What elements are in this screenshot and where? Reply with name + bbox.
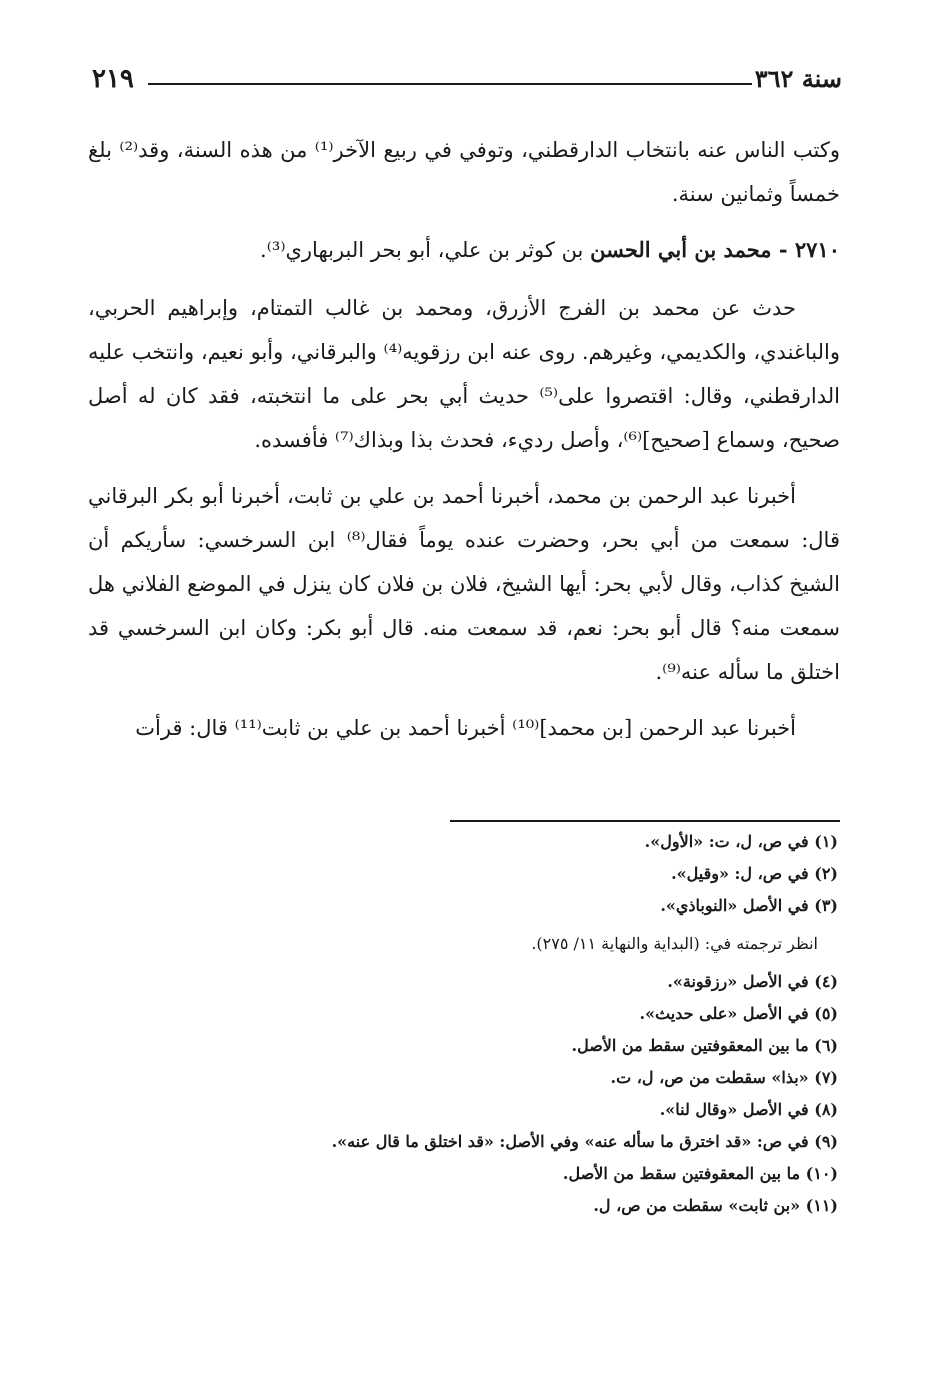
header-rule <box>148 83 752 85</box>
footnote-9: (٩) في ص: «قد اخترق ما سأله عنه» وفي الأصل: «قد اختلق ما قال عنه». <box>331 1132 838 1151</box>
paragraph-4: أخبرنا عبد الرحمن [بن محمد]⁽¹⁰⁾ أخبرنا أحمد بن علي بن ثابت⁽¹¹⁾ قال: قرأت <box>135 716 796 740</box>
footnote-6: (٦) ما بين المعقوفتين سقط من الأصل. <box>571 1036 838 1055</box>
paragraph-2: حدث عن محمد بن الفرج الأزرق، ومحمد بن غالب التمتام، وإبراهيم الحربي، والباغندي، والكديمي، وغيرهم. روى عنه ابن رزقويه⁽⁴⁾ والبرقاني، وأبو نعيم، وانتخب عليه الدارقطني، وقال: اقتصروا على⁽⁵⁾ حديث أبي بحر على ما انتخبته، فقد كان له أصل صحيح، وسماع [صحيح]⁽⁶⁾، وأصل رديء، فحدث بذا وبذاك⁽⁷⁾ فأفسده. <box>88 296 840 452</box>
footnote-3: (٣) في الأصل «النوباذي». <box>660 896 838 915</box>
footnote-1: (١) في ص، ل، ت: «الأول». <box>644 832 838 851</box>
footnotes <box>90 826 838 1222</box>
running-header <box>92 62 842 102</box>
footnote-8: (٨) في الأصل «وقال لنا». <box>659 1100 838 1119</box>
page-number: ٢١٩ <box>92 64 134 94</box>
paragraph-1: وكتب الناس عنه بانتخاب الدارقطني، وتوفي في ربيع الآخر⁽¹⁾ من هذه السنة، وقد⁽²⁾ بلغ خمساً وثمانين سنة. <box>88 138 840 206</box>
footnote-separator <box>450 820 840 822</box>
entry-rest: بن كوثر بن علي، أبو بحر البربهاري⁽³⁾. <box>260 238 584 262</box>
footnote-11: (١١) «بن ثابت» سقطت من ص، ل. <box>593 1196 838 1215</box>
footnote-5: (٥) في الأصل «على حديث». <box>639 1004 838 1023</box>
entry-number: ٢٧١٠ <box>794 237 840 262</box>
running-head-year: سنة ٣٦٢ <box>754 64 842 93</box>
footnote-10: (١٠) ما بين المعقوفتين سقط من الأصل. <box>562 1164 838 1183</box>
footnote-7: (٧) «بذا» سقطت من ص، ل، ت. <box>610 1068 838 1087</box>
footnote-3-reference: انظر ترجمته في: (البداية والنهاية ١١/ ٢٧٥). <box>531 934 818 953</box>
footnote-2: (٢) في ص، ل: «وقيل». <box>671 864 838 883</box>
entry-name: محمد بن أبي الحسن <box>590 237 772 262</box>
main-text <box>88 128 840 762</box>
footnote-4: (٤) في الأصل «رزقونة». <box>667 972 838 991</box>
biography-entry-heading: ٢٧١٠ - محمد بن أبي الحسن بن كوثر بن علي، أبو بحر البربهاري⁽³⁾. <box>260 237 840 262</box>
paragraph-3: أخبرنا عبد الرحمن بن محمد، أخبرنا أحمد بن علي بن ثابت، أخبرنا أبو بكر البرقاني قال: سمعت من أبي بحر، وحضرت عنده يوماً فقال⁽⁸⁾ ابن السرخسي: سأريكم أن الشيخ كذاب، وقال لأبي بحر: أيها الشيخ، فلان بن فلان كان ينزل في الموضع الفلاني هل سمعت منه؟ قال أبو بحر: نعم، قد سمعت منه. قال أبو بكر: وكان ابن السرخسي قد اختلق ما سأله عنه⁽⁹⁾. <box>88 484 840 684</box>
